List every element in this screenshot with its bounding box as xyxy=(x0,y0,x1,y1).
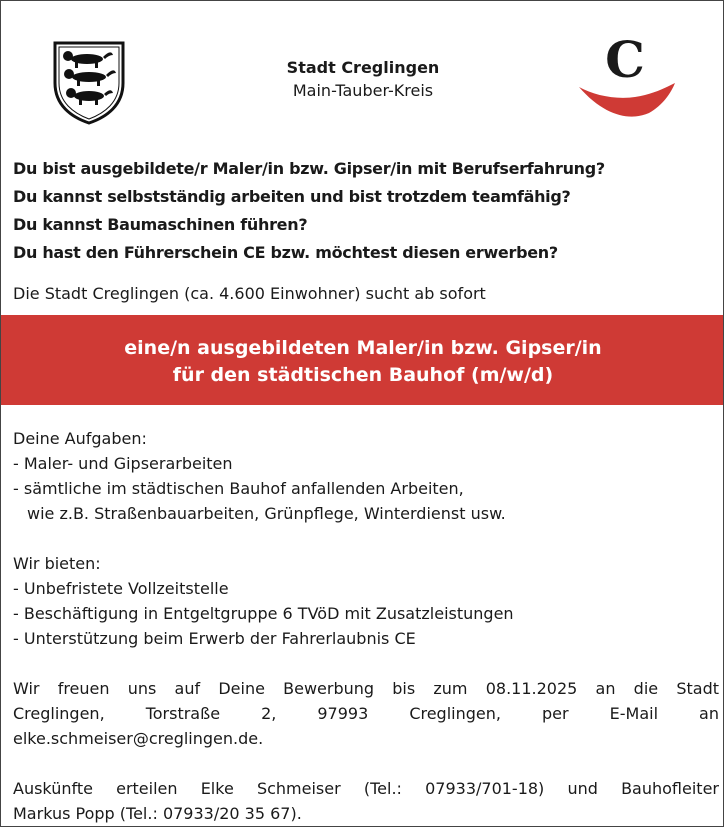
contact-line: Auskünfte erteilen Elke Schmeiser (Tel.: 07933/701-18) und Bauhofleiter xyxy=(13,779,719,798)
position-title-line1: eine/n ausgebildeten Maler/in bzw. Gipser/in xyxy=(124,337,602,359)
district-name: Main-Tauber-Kreis xyxy=(292,81,434,100)
org-name: Stadt Creglingen xyxy=(286,58,440,77)
position-banner xyxy=(1,315,724,405)
application-email: elke.schmeiser@creglingen.de. xyxy=(13,729,264,748)
tasks-heading: Deine Aufgaben: xyxy=(13,429,147,448)
contact-line: Markus Popp (Tel.: 07933/20 35 67). xyxy=(13,804,302,823)
offer-item: - Unbefristete Vollzeitstelle xyxy=(13,579,229,598)
task-item: - Maler- und Gipserarbeiten xyxy=(13,454,233,473)
offer-section xyxy=(13,551,717,651)
contact-section xyxy=(13,776,719,826)
tasks-section xyxy=(13,426,717,526)
offer-heading: Wir bieten: xyxy=(13,554,101,573)
task-item: - sämtliche im städtischen Bauhof anfallenden Arbeiten, xyxy=(13,479,464,498)
task-item: wie z.B. Straßenbauarbeiten, Grünpflege, Winterdienst usw. xyxy=(27,504,506,523)
offer-item: - Unterstützung beim Erwerb der Fahrerlaubnis CE xyxy=(13,629,416,648)
application-section xyxy=(13,676,719,751)
application-line: Creglingen, Torstraße 2, 97993 Creglingen, per E-Mail an xyxy=(13,704,719,723)
application-line: Wir freuen uns auf Deine Bewerbung bis zum 08.11.2025 an die Stadt xyxy=(13,679,719,698)
question-item: Du bist ausgebildete/r Maler/in bzw. Gipser/in mit Berufserfahrung? xyxy=(13,159,605,178)
intro-text: Die Stadt Creglingen (ca. 4.600 Einwohner) sucht ab sofort xyxy=(13,284,486,303)
position-title-line2: für den städtischen Bauhof (m/w/d) xyxy=(172,364,554,386)
question-item: Du kannst Baumaschinen führen? xyxy=(13,215,308,234)
question-item: Du kannst selbstständig arbeiten und bist trotzdem teamfähig? xyxy=(13,187,571,206)
logo-letter: C xyxy=(605,31,645,89)
question-list xyxy=(13,155,713,267)
creglingen-logo-icon xyxy=(575,31,677,121)
question-item: Du hast den Führerschein CE bzw. möchtest diesen erwerben? xyxy=(13,243,558,262)
offer-item: - Beschäftigung in Entgeltgruppe 6 TVöD mit Zusatzleistungen xyxy=(13,604,514,623)
